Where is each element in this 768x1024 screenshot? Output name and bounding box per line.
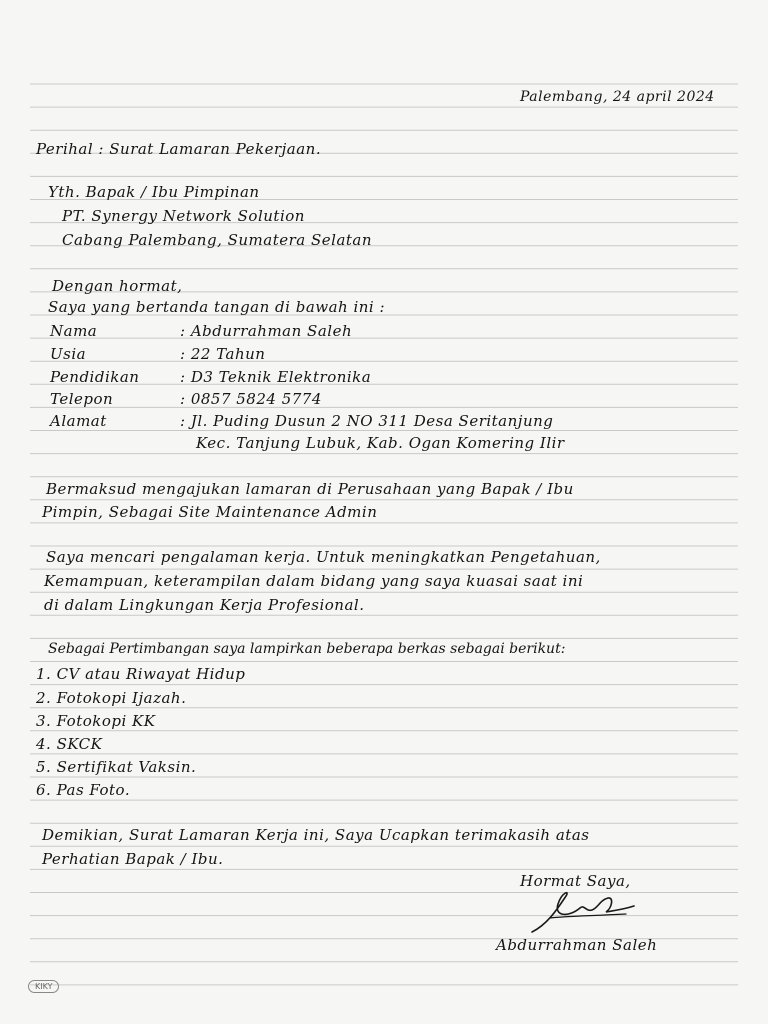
field-value: : Jl. Puding Dusun 2 NO 311 Desa Seritanjung bbox=[180, 412, 554, 430]
field-value: : 0857 5824 5774 bbox=[180, 390, 322, 408]
closing-line-1: Demikian, Surat Lamaran Kerja ini, Saya Ucapkan terimakasih atas bbox=[42, 826, 590, 844]
greeting: Dengan hormat, bbox=[52, 277, 183, 295]
recipient-line-1: Yth. Bapak / Ibu Pimpinan bbox=[48, 183, 260, 201]
attachment-item: 6. Pas Foto. bbox=[36, 781, 131, 799]
field-name bbox=[50, 322, 352, 340]
paragraph-2-line-2: Kemampuan, keterampilan dalam bidang yang saya kuasai saat ini bbox=[44, 572, 584, 590]
field-value: : Abdurrahman Saleh bbox=[180, 322, 353, 340]
field-label: Alamat bbox=[50, 412, 107, 430]
intro-sentence: Saya yang bertanda tangan di bawah ini : bbox=[48, 298, 386, 316]
signature-mark bbox=[528, 888, 638, 936]
paragraph-2-line-1: Saya mencari pengalaman kerja. Untuk meningkatkan Pengetahuan, bbox=[46, 548, 601, 566]
field-address bbox=[50, 412, 553, 430]
attachment-item: 4. SKCK bbox=[36, 735, 103, 753]
field-label: Usia bbox=[50, 345, 87, 363]
address-continuation: Kec. Tanjung Lubuk, Kab. Ogan Komering Ilir bbox=[196, 434, 565, 452]
field-phone bbox=[50, 390, 322, 408]
signer-name: Abdurrahman Saleh bbox=[496, 936, 658, 954]
recipient-line-3: Cabang Palembang, Sumatera Selatan bbox=[62, 231, 373, 249]
field-value: : D3 Teknik Elektronika bbox=[180, 368, 372, 386]
attachments-intro: Sebagai Pertimbangan saya lampirkan beberapa berkas sebagai berikut: bbox=[48, 641, 566, 657]
letter-subject: Perihal : Surat Lamaran Pekerjaan. bbox=[36, 140, 322, 158]
letter-date: Palembang, 24 april 2024 bbox=[520, 89, 715, 105]
field-label: Pendidikan bbox=[50, 368, 140, 386]
field-value: : 22 Tahun bbox=[180, 345, 266, 363]
field-education bbox=[50, 368, 371, 386]
paragraph-1-line-2: Pimpin, Sebagai Site Maintenance Admin bbox=[42, 503, 378, 521]
recipient-line-2: PT. Synergy Network Solution bbox=[62, 207, 305, 225]
attachment-item: 2. Fotokopi Ijazah. bbox=[36, 689, 187, 707]
field-age bbox=[50, 345, 265, 363]
attachment-item: 5. Sertifikat Vaksin. bbox=[36, 758, 197, 776]
closing-line-2: Perhatian Bapak / Ibu. bbox=[42, 850, 224, 868]
attachment-item: 3. Fotokopi KK bbox=[36, 712, 156, 730]
attachment-item: 1. CV atau Riwayat Hidup bbox=[36, 665, 246, 683]
field-label: Telepon bbox=[50, 390, 114, 408]
regards: Hormat Saya, bbox=[520, 872, 631, 890]
paragraph-2-line-3: di dalam Lingkungan Kerja Profesional. bbox=[44, 596, 365, 614]
paper-brand-logo: KIKY bbox=[28, 980, 59, 993]
paragraph-1-line-1: Bermaksud mengajukan lamaran di Perusahaan yang Bapak / Ibu bbox=[46, 480, 574, 498]
field-label: Nama bbox=[50, 322, 98, 340]
